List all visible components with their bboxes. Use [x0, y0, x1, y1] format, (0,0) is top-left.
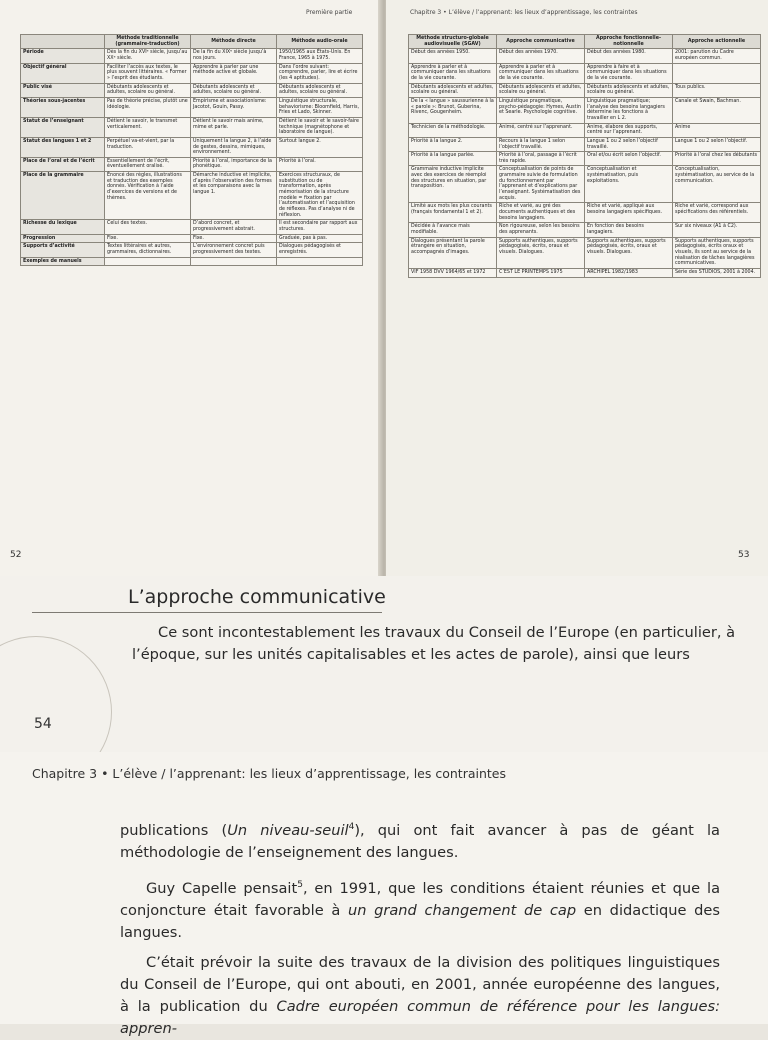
table-row — [409, 203, 761, 223]
table-cell: Non rigoureuse, selon les besoins des apprenants. — [497, 223, 585, 237]
table-cell: Apprendre à faire et à communiquer dans les situations de la vie courante. — [585, 63, 673, 83]
table-cell: Fixe. — [105, 234, 191, 243]
table-row — [409, 137, 761, 151]
text-run: en didactique des langues. — [120, 901, 720, 941]
table-cell: 2001: parution du Cadre européen commun. — [673, 49, 761, 63]
table-cell: En fonction des besoins langagiers. — [585, 223, 673, 237]
row-label: Objectif général — [21, 63, 105, 83]
page-52 — [0, 0, 382, 576]
row-label: Supports d’activité — [21, 243, 105, 257]
table-cell: Textes littéraires et autres, grammaires, dictionnaires. — [105, 243, 191, 257]
table-cell: Surtout langue 2. — [277, 137, 363, 157]
table-row — [409, 97, 761, 123]
table-cell: Recours à la langue 1 selon l’objectif travaillé. — [497, 137, 585, 151]
table-cell: Conceptualisation, systématisation, au service de la communication. — [673, 166, 761, 203]
table-row — [21, 234, 363, 243]
table-cell: Priorité à la langue 2. — [409, 137, 497, 151]
table-cell: Début des années 1970. — [497, 49, 585, 63]
row-label: Exemples de manuels — [21, 257, 105, 266]
running-head-right: Chapitre 3 • L’élève / l’apprenant: les lieux d’apprentissage, les contraintes — [410, 9, 638, 16]
table-cell: Débutants adolescents et adultes, scolaire ou général. — [497, 83, 585, 97]
table-cell: VIF 1958 DVV 1964/65 et 1972 — [409, 268, 497, 277]
row-label: Théories sous-jacentes — [21, 97, 105, 117]
row-label: Progression — [21, 234, 105, 243]
column-header — [21, 35, 105, 49]
text-run: Guy Capelle pensait — [146, 879, 298, 897]
table-cell: Début des années 1950. — [409, 49, 497, 63]
table-cell — [673, 63, 761, 83]
table-row — [21, 83, 363, 97]
table-row — [409, 166, 761, 203]
table-row — [409, 223, 761, 237]
table-row — [409, 152, 761, 166]
footnote-ref: 5 — [297, 880, 303, 890]
body-paragraph — [120, 952, 720, 1040]
column-header: Approche fonctionnelle-notionnelle — [585, 35, 673, 49]
table-cell: Apprendre à parler et à communiquer dans les situations de la vie courante. — [409, 63, 497, 83]
table-cell: Débutants adolescents et adultes, scolaire ou général. — [191, 83, 277, 97]
table-cell: Animé, centré sur l’apprenant. — [497, 123, 585, 137]
row-label: Statut des langues 1 et 2 — [21, 137, 105, 157]
table-cell: C’EST LE PRINTEMPS 1975 — [497, 268, 585, 277]
methods-table-right — [408, 34, 761, 278]
table-cell: Riche et varié, appliqué aux besoins langagiers spécifiques. — [585, 203, 673, 223]
text-run: , en 1991, que les conditions étaient réunies et que la conjoncture était favorable à — [120, 879, 721, 919]
running-head-left: Première partie — [306, 9, 353, 16]
table-cell: Démarche inductive et implicite, d’après l’observation des formes et les comparaisons avec la langue 1. — [191, 172, 277, 220]
section-heading: L’approche communicative — [128, 586, 386, 608]
table-cell: Supports authentiques, supports pédagogisés, écrits, oraux et visuels. Dialogues. — [585, 237, 673, 268]
table-cell: Dialogues présentant la parole étrangère en situation, accompagnés d’images. — [409, 237, 497, 268]
table-header-row — [409, 35, 761, 49]
table-cell: Fixe. — [191, 234, 277, 243]
table-cell: Uniquement la langue 2, à l’aide de gestes, dessins, mimiques, environnement. — [191, 137, 277, 157]
row-label: Place de l’oral et de l’écrit — [21, 157, 105, 171]
column-header: Méthode structuro-globale audiovisuelle (SGAV) — [409, 35, 497, 49]
table-cell — [277, 257, 363, 266]
table-cell: Perpétuel va-et-vient, par la traduction. — [105, 137, 191, 157]
table-cell: Débutants adolescents et adultes, scolaire ou général. — [105, 83, 191, 97]
table-cell: Pas de théorie précise, plutôt une idéologie. — [105, 97, 191, 117]
table-cell: Début des années 1980. — [585, 49, 673, 63]
table-cell: Priorité à l’oral, passage à l’écrit très rapide. — [497, 152, 585, 166]
table-row — [21, 243, 363, 257]
table-cell: Anime, élabore des supports, centré sur l’apprenant. — [585, 123, 673, 137]
body-paragraph — [120, 816, 720, 864]
table-cell: Technicien de la méthodologie. — [409, 123, 497, 137]
table-cell: Graduée, pas à pas. — [277, 234, 363, 243]
page-54 — [0, 576, 768, 752]
table-cell: Exercices structuraux, de substitution ou de transformation, après mémorisation de la structure modèle = fixation par l’automatisation et l’acquisition de réflexes. Pas d’analyse ni de réflexion. — [277, 172, 363, 220]
table-cell: Détient le savoir mais anime, mime et parle. — [191, 117, 277, 137]
title-italic: Un niveau-seuil — [227, 821, 349, 839]
page-number: 52 — [10, 550, 22, 560]
table-cell: Détient le savoir, le transmet verticalement. — [105, 117, 191, 137]
table-cell: Apprendre à parler par une méthode active et globale. — [191, 63, 277, 83]
text-run: publications ( — [120, 821, 228, 839]
table-cell: Langue 1 ou 2 selon l’objectif travaillé. — [585, 137, 673, 151]
table-row — [21, 172, 363, 220]
row-label: Période — [21, 49, 105, 63]
table-cell: Dans l’ordre suivant: comprendre, parler, lire et écrire (les 4 aptitudes). — [277, 63, 363, 83]
table-cell — [191, 257, 277, 266]
running-head: Chapitre 3 • L’élève / l’apprenant: les lieux d’apprentissage, les contraintes — [32, 766, 506, 781]
row-label: Place de la grammaire — [21, 172, 105, 220]
table-cell: Supports authentiques, supports pédagogisés, écrits, oraux et visuels. Dialogues. — [497, 237, 585, 268]
table-row — [409, 268, 761, 277]
column-header: Méthode audio-orale — [277, 35, 363, 49]
page-number: 54 — [34, 716, 52, 732]
table-cell: De la fin du XIXᵉ siècle jusqu’à nos jours. — [191, 49, 277, 63]
table-cell: Riche et varié, au gré des documents authentiques et des besoins langagiers. — [497, 203, 585, 223]
table-row — [21, 220, 363, 234]
table-cell: Empirisme et associationisme: Jacotot, Gouin, Passy. — [191, 97, 277, 117]
table-cell: Décidée à l’avance mais modifiable. — [409, 223, 497, 237]
table-cell: Celui des textes. — [105, 220, 191, 234]
table-cell: Priorité à l’oral. — [277, 157, 363, 171]
table-cell: Linguistique pragmatique, psycho-pédagogie: Hymes, Austin et Searle. Psychologie cognitive. — [497, 97, 585, 123]
table-cell: Grammaire inductive implicite avec des exercices de réemploi des structures en situation, par transposition. — [409, 166, 497, 203]
table-row — [21, 49, 363, 63]
page-number: 53 — [738, 550, 750, 560]
table-cell: D’abord concret, et progressivement abstrait. — [191, 220, 277, 234]
table-cell: Apprendre à parler et à communiquer dans les situations de la vie courante. — [497, 63, 585, 83]
table-cell: Canale et Swain, Bachman. — [673, 97, 761, 123]
table-cell: Linguistique pragmatique; l’analyse des besoins langagiers détermine les fonctions à travailler en L 2. — [585, 97, 673, 123]
column-header: Méthode traditionnelle (grammaire-traduction) — [105, 35, 191, 49]
column-header: Approche actionnelle — [673, 35, 761, 49]
table-row — [21, 137, 363, 157]
table-cell: Oral et/ou écrit selon l’objectif. — [585, 152, 673, 166]
table-row — [409, 123, 761, 137]
table-row — [21, 63, 363, 83]
text-run: ), qui ont fait avancer à pas de géant la méthodologie de l’enseignement des langues. — [120, 821, 720, 861]
table-cell: Dialogues pédagogisés et enregistrés. — [277, 243, 363, 257]
table-cell: Série des STUDIOS, 2001 à 2004. — [673, 268, 761, 277]
table-cell: 1950/1965 aux États-Unis. En France, 1965 à 1975. — [277, 49, 363, 63]
page-55 — [0, 752, 768, 1037]
row-label: Public visé — [21, 83, 105, 97]
title-italic: Cadre européen commun de référence pour les langues: appren- — [120, 998, 720, 1037]
table-row — [409, 237, 761, 268]
column-header: Méthode directe — [191, 35, 277, 49]
footnote-ref: 4 — [348, 822, 355, 832]
table-row — [21, 157, 363, 171]
table-row — [409, 49, 761, 63]
table-cell: Conceptualisation et systématisation, puis exploitations. — [585, 166, 673, 203]
table-cell: Débutants adolescents et adultes, scolaire ou général. — [409, 83, 497, 97]
table-cell: Sur six niveaux (A1 à C2). — [673, 223, 761, 237]
heading-rule — [32, 612, 382, 613]
row-label: Richesse du lexique — [21, 220, 105, 234]
table-cell: Priorité à la langue parlée. — [409, 152, 497, 166]
table-cell: Linguistique structurale, behaviorisme: Bloomfield, Harris, Fries et Lado, Skinner. — [277, 97, 363, 117]
table-cell: L’environnement concret puis progressivement des textes. — [191, 243, 277, 257]
table-cell: De la « langue » saussurienne à la « parole »: Brunot, Guberina, Rivenc, Gougenheim. — [409, 97, 497, 123]
table-cell: Supports authentiques, supports pédagogisés, écrits oraux et visuels, ils sont au service de la réalisation de tâches langagières communicatives. — [673, 237, 761, 268]
body-paragraph: Ce sont incontestablement les travaux du Conseil de l’Europe (en particulier, à l’époque, sur les unités capitalisables et les actes de parole), ainsi que leurs — [132, 624, 736, 663]
table-cell: Anime — [673, 123, 761, 137]
table-cell: Limité aux mots les plus courants (français fondamental 1 et 2). — [409, 203, 497, 223]
table-cell: ARCHIPEL 1982/1983 — [585, 268, 673, 277]
table-row — [21, 97, 363, 117]
table-cell: Faciliter l’accès aux textes, le plus souvent littéraires. « Former » l’esprit des étudiants. — [105, 63, 191, 83]
page-53 — [386, 0, 768, 576]
table-cell: Tous publics. — [673, 83, 761, 97]
table-cell — [105, 257, 191, 266]
table-row — [409, 83, 761, 97]
table-cell: Débutants adolescents et adultes, scolaire ou général. — [277, 83, 363, 97]
methods-table-left — [20, 34, 363, 266]
table-cell: Langue 1 ou 2 selon l’objectif. — [673, 137, 761, 151]
table-cell: Il est secondaire par rapport aux structures. — [277, 220, 363, 234]
table-cell: Détient le savoir et le savoir-faire technique (magnétophone et laboratoire de langue). — [277, 117, 363, 137]
table-cell: Débutants adolescents et adultes, scolaire ou général. — [585, 83, 673, 97]
table-cell: Priorité à l’oral chez les débutants — [673, 152, 761, 166]
table-header-row — [21, 35, 363, 49]
table-cell: Énoncé des règles, illustrations et traduction des exemples donnés. Vérification à l’aide d’exercices de versions et de thèmes. — [105, 172, 191, 220]
table-row — [21, 117, 363, 137]
table-row — [21, 257, 363, 266]
text-run: C’était prévoir la suite des travaux de la division des politiques linguistiques du Conseil de l’Europe, qui ont abouti, en 2001, année européenne des langues, à la publication du — [120, 954, 720, 1015]
table-cell: Essentiellement de l’écrit, éventuellement oralisé. — [105, 157, 191, 171]
body-paragraph — [120, 874, 720, 944]
table-cell: Priorité à l’oral, importance de la phonétique. — [191, 157, 277, 171]
table-cell: Riche et varié, correspond aux spécifications des référentiels. — [673, 203, 761, 223]
row-label: Statut de l’enseignant — [21, 117, 105, 137]
table-cell: Dès la fin du XVIᵉ siècle, jusqu’au XXᵉ siècle. — [105, 49, 191, 63]
emphasis-italic: un grand changement de cap — [347, 901, 577, 919]
column-header: Approche communicative — [497, 35, 585, 49]
table-row — [409, 63, 761, 83]
table-cell: Conceptualisation de points de grammaire suivie de formulation du fonctionnement par l’apprenant et d’explications par l’enseignant. Systématisation des acquis. — [497, 166, 585, 203]
